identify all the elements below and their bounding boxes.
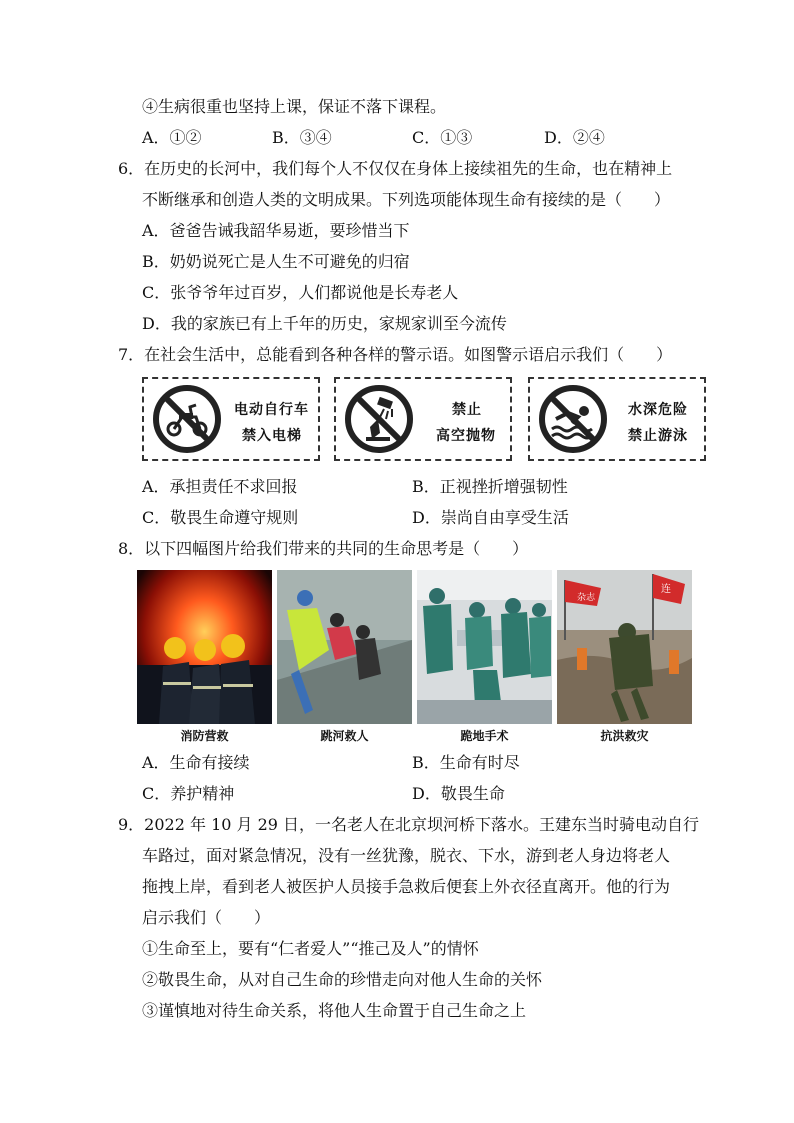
- photo-kneeling-surgery: [417, 570, 552, 724]
- q7-stem: 7．在社会生活中，总能看到各种各样的警示语。如图警示语启示我们（ ）: [118, 345, 673, 364]
- warning-signs: [142, 377, 708, 465]
- caption-river-rescue: 跳河救人: [320, 729, 369, 743]
- photo-strip: [137, 570, 693, 748]
- q5-option-d: D．②④: [544, 128, 605, 147]
- q9-item-3: ③谨慎地对待生命关系，将他人生命置于自己生命之上: [142, 1001, 527, 1020]
- no-ebike-icon: [152, 383, 222, 455]
- sign-2-line-2: 高空抛物: [436, 428, 496, 444]
- flag-2-text: 连: [661, 584, 671, 595]
- photo-river-rescue: [277, 570, 412, 724]
- q8-stem: 8．以下四幅图片给我们带来的共同的生命思考是（ ）: [118, 539, 529, 558]
- sign-2-line-1: 禁止: [452, 402, 482, 418]
- q6-option-d: D．我的家族已有上千年的历史，家规家训至今流传: [142, 314, 507, 333]
- flag-1-text: 杂志: [577, 593, 596, 603]
- warning-sign-swimming: [528, 377, 706, 461]
- warning-sign-ebike: [142, 377, 320, 461]
- q7-option-b: B．正视挫折增强韧性: [412, 477, 568, 496]
- sign-1-line-2: 禁入电梯: [242, 428, 302, 444]
- q6-stem-line-1: 6．在历史的长河中，我们每个人不仅仅在身体上接续祖先的生命，也在精神上: [118, 159, 673, 178]
- caption-fire-rescue: 消防营救: [180, 729, 229, 743]
- q6-option-b: B．奶奶说死亡是人生不可避免的归宿: [142, 252, 410, 271]
- q8-option-b: B．生命有时尽: [412, 753, 520, 772]
- caption-flood-relief: 抗洪救灾: [600, 729, 649, 743]
- q9-item-1: ①生命至上，要有“仁者爱人”“推己及人”的情怀: [142, 939, 479, 958]
- q6-option-c: C．张爷爷年过百岁，人们都说他是长寿老人: [142, 283, 459, 302]
- sign-3-line-2: 禁止游泳: [628, 428, 688, 444]
- q9-item-2: ②敬畏生命，从对自己生命的珍惜走向对他人生命的关怀: [142, 970, 543, 989]
- q5-item-4: ④生病很重也坚持上课，保证不落下课程。: [142, 97, 447, 116]
- q9-stem-line-1: 9．2022 年 10 月 29 日，一名老人在北京坝河桥下落水。王建东当时骑电动自行: [118, 815, 700, 834]
- q5-option-b: B．③④: [272, 128, 332, 147]
- q7-option-d: D．崇尚自由享受生活: [412, 508, 569, 527]
- q9-stem-line-4: 启示我们（ ）: [142, 908, 271, 927]
- q5-option-c: C．①③: [412, 128, 473, 147]
- q6-stem-line-2: 不断继承和创造人类的文明成果。下列选项能体现生命有接续的是（ ）: [142, 190, 671, 209]
- q9-stem-line-2: 车路过，面对紧急情况，没有一丝犹豫，脱衣、下水，游到老人身边将老人: [142, 846, 671, 865]
- q9-stem-line-3: 拖拽上岸，看到老人被医护人员接手急救后便套上外衣径直离开。他的行为: [142, 877, 671, 896]
- q8-option-d: D．敬畏生命: [412, 784, 505, 803]
- no-swimming-icon: [538, 383, 608, 455]
- warning-sign-throwing: [334, 377, 512, 461]
- sign-1-line-1: 电动自行车: [234, 402, 309, 418]
- caption-kneeling-surgery: 跪地手术: [460, 729, 509, 743]
- q7-option-a: A．承担责任不求回报: [142, 477, 298, 496]
- photo-fire-rescue: [137, 570, 272, 724]
- q5-option-a: A．①②: [142, 128, 202, 147]
- photo-flood-relief: [557, 570, 692, 724]
- sign-3-line-1: 水深危险: [628, 402, 688, 418]
- q8-option-c: C．养护精神: [142, 784, 235, 803]
- no-throwing-icon: [344, 383, 414, 455]
- q7-option-c: C．敬畏生命遵守规则: [142, 508, 299, 527]
- q8-option-a: A．生命有接续: [142, 753, 250, 772]
- q6-option-a: A．爸爸告诫我韶华易逝，要珍惜当下: [142, 221, 410, 240]
